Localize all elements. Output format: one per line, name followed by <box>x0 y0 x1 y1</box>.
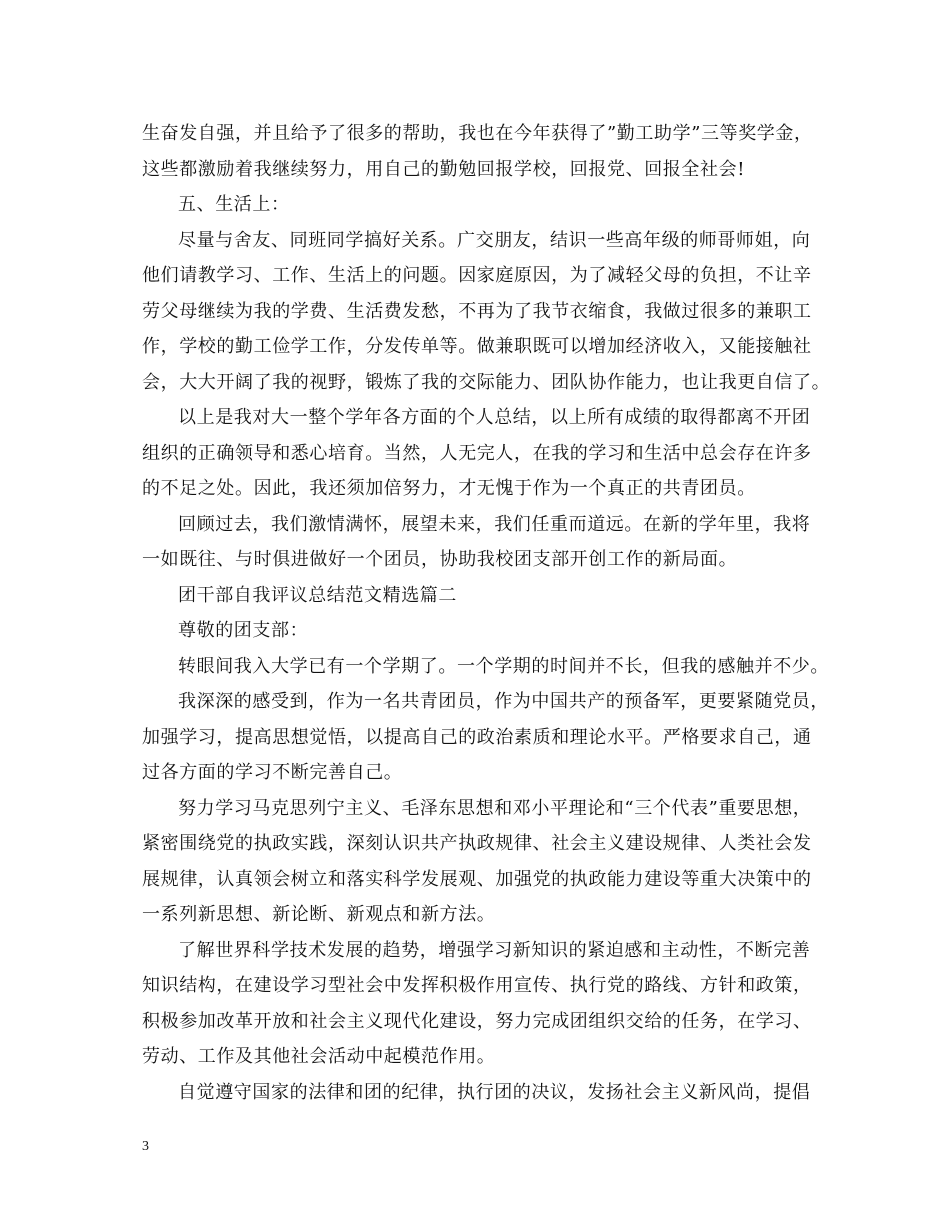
text-line: 加强学习，提高思想觉悟，以提高自己的政治素质和理论水平。严格要求自己，通 <box>142 727 812 748</box>
text-line: 生奋发自强，并且给予了很多的帮助，我也在今年获得了”勤工助学”三等奖学金， <box>142 123 813 144</box>
text-line: 这些都激励着我继续努力，用自己的勤勉回报学校，回报党、回报全社会! <box>142 159 746 180</box>
text-line: 一如既往、与时俱进做好一个团员，协助我校团支部开创工作的新局面。 <box>142 549 738 570</box>
text-line: 的不足之处。因此，我还须加倍努力，才无愧于作为一个真正的共青团员。 <box>142 478 756 499</box>
text-line: 劳父母继续为我的学费、生活费发愁，不再为了我节衣缩食，我做过很多的兼职工 <box>142 301 812 322</box>
text-line: 以上是我对大一整个学年各方面的个人总结，以上所有成绩的取得都离不开团 <box>178 407 811 428</box>
text-line: 尽量与舍友、同班同学搞好关系。广交朋友，结识一些高年级的师哥师姐，向 <box>178 230 811 251</box>
text-line: 他们请教学习、工作、生活上的问题。因家庭原因，为了减轻父母的负担，不让辛 <box>142 265 812 286</box>
text-line: 一系列新思想、新论断、新观点和新方法。 <box>142 904 496 925</box>
text-line: 积极参加改革开放和社会主义现代化建设，努力完成团组织交给的任务，在学习、 <box>142 1011 812 1032</box>
text-line: 回顾过去，我们激情满怀，展望未来，我们任重而道远。在新的学年里，我将 <box>178 514 811 535</box>
text-line: 知识结构，在建设学习型社会中发挥积极作用宣传、执行党的路线、方针和政策， <box>142 975 812 996</box>
text-line: 作，学校的勤工俭学工作，分发传单等。做兼职既可以增加经济收入，又能接触社 <box>142 336 812 357</box>
text-line: 了解世界科学技术发展的趋势，增强学习新知识的紧迫感和主动性，不断完善 <box>178 940 811 961</box>
text-line: 努力学习马克思列宁主义、毛泽东思想和邓小平理论和“三个代表”重要思想， <box>178 798 812 819</box>
text-line: 会，大大开阔了我的视野，锻炼了我的交际能力、团队协作能力，也让我更自信了。 <box>142 372 831 393</box>
text-line: 我深深的感受到，作为一名共青团员，作为中国共产的预备军，更要紧随党员， <box>178 691 829 712</box>
page-number: 3 <box>142 1139 149 1154</box>
text-line: 展规律，认真领会树立和落实科学发展观、加强党的执政能力建设等重大决策中的 <box>142 869 812 890</box>
text-line: 劳动、工作及其他社会活动中起模范作用。 <box>142 1046 496 1067</box>
text-line: 紧密围绕党的执政实践，深刻认识共产执政规律、社会主义建设规律、人类社会发 <box>142 833 812 854</box>
text-line: 自觉遵守国家的法律和团的纪律，执行团的决议，发扬社会主义新风尚，提倡 <box>178 1082 811 1103</box>
text-line: 转眼间我入大学已有一个学期了。一个学期的时间并不长，但我的感触并不少。 <box>178 656 829 677</box>
text-line: 组织的正确领导和悉心培育。当然，人无完人，在我的学习和生活中总会存在许多 <box>142 443 812 464</box>
text-line: 过各方面的学习不断完善自己。 <box>142 762 403 783</box>
section-heading: 五、生活上： <box>178 194 290 215</box>
article-title: 团干部自我评议总结范文精选篇二 <box>178 585 457 606</box>
salutation: 尊敬的团支部： <box>178 620 309 641</box>
